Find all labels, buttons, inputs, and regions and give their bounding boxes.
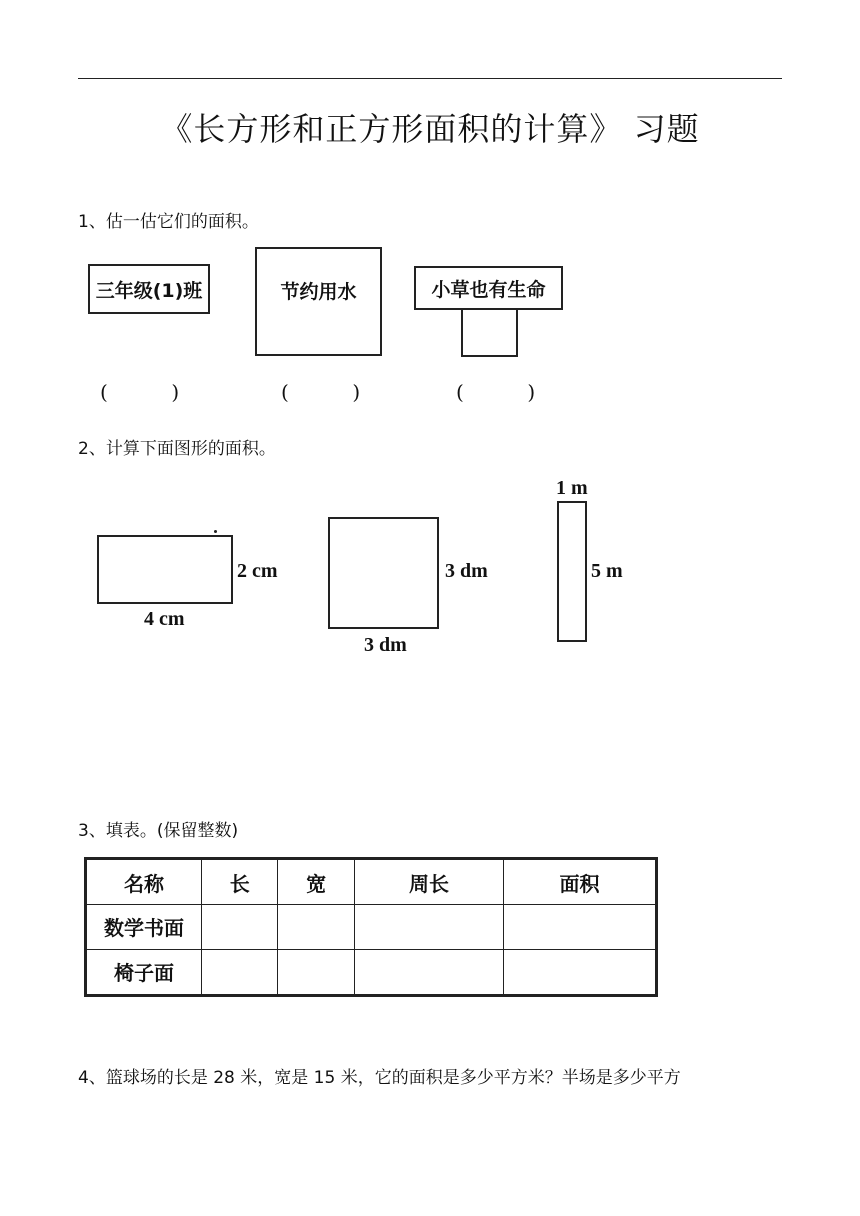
- square-width-label: 3 dm: [364, 634, 407, 656]
- table-cell[interactable]: [504, 949, 657, 995]
- rectangle-height-label: 2 cm: [237, 560, 278, 582]
- sign-save-water: 节约用水: [255, 247, 382, 356]
- table-header-cell: 宽: [278, 859, 354, 905]
- table-cell[interactable]: [504, 905, 657, 950]
- question-1-prompt: 1、估一估它们的面积。: [78, 212, 259, 232]
- table-header-cell: 面积: [504, 859, 657, 905]
- stray-dot: [214, 530, 217, 533]
- table-cell[interactable]: [354, 949, 503, 995]
- table-cell[interactable]: [278, 949, 354, 995]
- question-4-prompt: 4、篮球场的长是 28 米，宽是 15 米，它的面积是多少平方米？半场是多少平方: [78, 1068, 681, 1088]
- answer-blank-3[interactable]: ( ): [456, 380, 536, 404]
- sign-grass: 小草也有生命: [414, 266, 563, 310]
- rectangle-shape: [97, 535, 233, 604]
- strip-rectangle-shape: [557, 501, 587, 642]
- table-cell[interactable]: [354, 905, 503, 950]
- sign-post: [461, 308, 518, 357]
- row-label: 椅子面: [86, 949, 202, 995]
- table-cell[interactable]: [202, 905, 278, 950]
- square-height-label: 3 dm: [445, 560, 488, 582]
- square-shape: [328, 517, 439, 629]
- table-header-cell: 周长: [354, 859, 503, 905]
- strip-height-label: 5 m: [591, 560, 623, 582]
- table-header-row: [86, 859, 657, 905]
- rectangle-width-label: 4 cm: [144, 608, 185, 630]
- answer-blank-2[interactable]: ( ): [281, 380, 361, 404]
- strip-width-label: 1 m: [556, 477, 588, 499]
- question-2-prompt: 2、计算下面图形的面积。: [78, 439, 276, 459]
- table-header-cell: 长: [202, 859, 278, 905]
- answer-blank-1[interactable]: ( ): [100, 380, 180, 404]
- table-row: [86, 949, 657, 995]
- question-3-prompt: 3、填表。(保留整数): [78, 821, 239, 841]
- top-rule: [78, 78, 782, 79]
- fill-in-table: [84, 857, 658, 997]
- table-header-cell: 名称: [86, 859, 202, 905]
- table-row: [86, 905, 657, 950]
- sign-class: 三年级(1)班: [88, 264, 210, 314]
- page-title: 《长方形和正方形面积的计算》 习题: [160, 110, 700, 148]
- row-label: 数学书面: [86, 905, 202, 950]
- table-cell[interactable]: [202, 949, 278, 995]
- table-cell[interactable]: [278, 905, 354, 950]
